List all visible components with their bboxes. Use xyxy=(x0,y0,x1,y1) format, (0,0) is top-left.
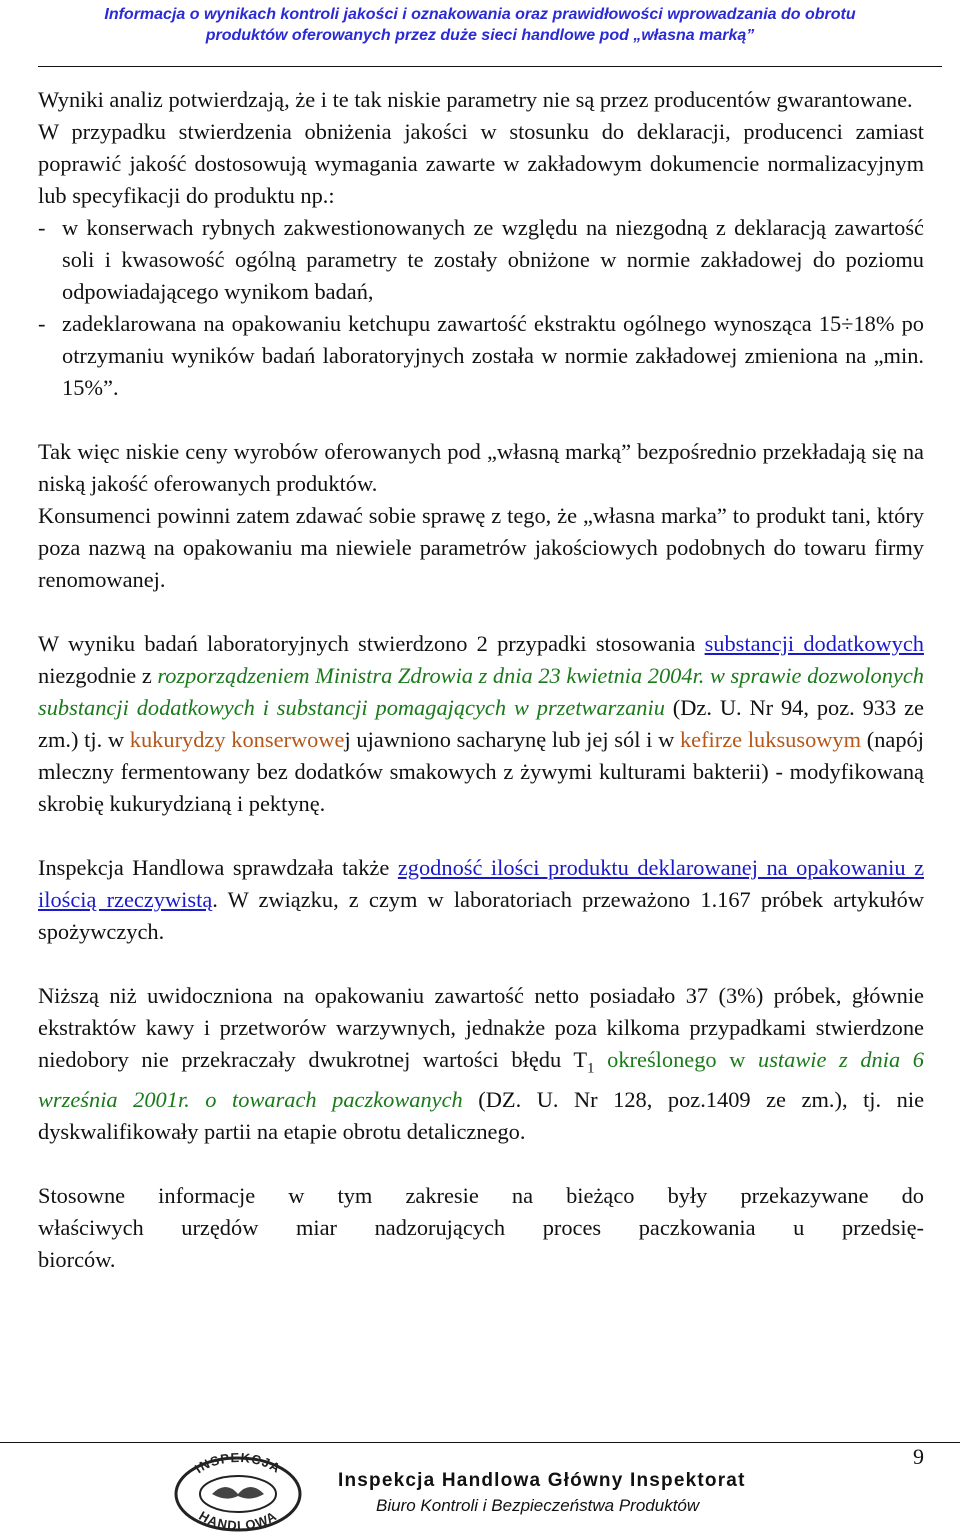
paragraph-6: Inspekcja Handlowa sprawdzała także zgodność ilości produktu deklarowanej na opakowaniu z ilością rzeczywistą. W związku, z czym w laboratoriach przeważono 1.167 próbek artykułów spożywczych. xyxy=(38,855,925,944)
header-divider xyxy=(38,66,942,67)
header-line-2: produktów oferowanych przez duże sieci handlowe pod „własna marką” xyxy=(205,27,755,44)
product-name-kukurydza: kukurydzy konserwowe xyxy=(129,727,345,752)
logo-text-top: INSPEKCJA xyxy=(191,1452,284,1477)
paragraph-7: Niższą niż uwidoczniona na opakowaniu zawartość netto posiadało 37 (3%) próbek, głównie ekstraktów kawy i przetworów warzywnych, jednakże poza kilkoma przypadkami stwierdzone niedobory nie przekraczały dwukrotnej wartości błędu $T_1$ określonego w ustawie z dnia 6 września 2001r. o towarach paczkowanych (DZ. U. Nr 128, poz.1409 ze zm.), tj. nie dyskwalifikowały partii na etapie obrotu detalicznego. xyxy=(38,983,925,1145)
footer-divider xyxy=(0,1442,960,1443)
document-body xyxy=(38,84,924,1276)
page-number: 9 xyxy=(913,1444,924,1469)
paragraph-1: Wyniki analiz potwierdzają, że i te tak niskie parametry nie są przez producentów gwarantowane. xyxy=(38,87,913,112)
link-substancje-dodatkowe[interactable]: substancji dodatkowych xyxy=(704,631,924,656)
logo-text-bottom: HANDLOWA xyxy=(196,1508,280,1532)
paragraph-4: Konsumenci powinni zatem zdawać sobie sprawę z tego, że „własna marka” to produkt tani, który poza nazwą na opakowaniu ma niewiele parametrów jakościowych podobnych do towaru firmy renomowanej. xyxy=(38,503,924,592)
list-item: - zadeklarowana na opakowaniu ketchupu zawartość ekstraktu ogólnego wynosząca 15÷18% po otrzymaniu wyników badań laboratoryjnych została w normie zakładowej zmieniona na „min. 15%”. xyxy=(38,311,924,400)
regulation-reference: rozporządzeniem Ministra Zdrowia z dnia 23 kwietnia 2004r. w sprawie dozwolonych substancji dodatkowych i substancji pomagających w przetwarzaniu xyxy=(38,663,924,720)
paragraph-5: W wyniku badań laboratoryjnych stwierdzono 2 przypadki stosowania substancji dodatkowych niezgodnie z rozporządzeniem Ministra Zdrowia z dnia 23 kwietnia 2004r. w sprawie dozwolonych substancji dodatkowych i substancji pomagających w przetwarzaniu (Dz. U. Nr 94, poz. 933 ze zm.) tj. w kukurydzy konserwowej ujawniono sacharynę lub jej sól i w kefirze luksusowym (napój mleczny fermentowany bez dodatków smakowych z żywymi kulturami bakterii) - modyfikowaną skrobię kukurydzianą i pektynę. xyxy=(38,631,924,816)
document-header xyxy=(0,4,960,46)
paragraph-2: W przypadku stwierdzenia obniżenia jakości w stosunku do deklaracji, producenci zamiast poprawić jakość dostosowują wymagania zawarte w zakładowym dokumencie normalizacyjnym lub specyfikacji do produktu np.: xyxy=(38,119,924,208)
header-line-1: Informacja o wynikach kontroli jakości i oznakowania oraz prawidłowości wprowadzania do obrotu xyxy=(104,6,856,23)
paragraph-8: Stosowne informacje w tym zakresie na bieżąco były przekazywane do właściwych urzędów miar nadzorujących proces paczkowania u przedsię- biorców. xyxy=(38,1183,924,1273)
footer-subtitle: Biuro Kontroli i Bezpieczeństwa Produktów xyxy=(376,1496,700,1515)
paragraph-3: Tak więc niskie ceny wyrobów oferowanych pod „własną marką” bezpośrednio przekładają się na niską jakość oferowanych produktów. xyxy=(38,439,924,496)
list-item-text: zadeklarowana na opakowaniu ketchupu zawartość ekstraktu ogólnego wynosząca 15÷18% po otrzymaniu wyników badań laboratoryjnych została w normie zakładowej zmieniona na „min. 15%”. xyxy=(62,311,924,400)
product-name-kefir: kefirze luksusowym xyxy=(679,727,862,752)
footer-title: Inspekcja Handlowa Główny Inspektorat xyxy=(338,1470,746,1491)
subscript-1: 1 xyxy=(587,1060,595,1077)
list-item: - w konserwach rybnych zakwestionowanych ze względu na niezgodną z deklaracją zawartość soli i kwasowość ogólną parametry te zostały obniżone w normie zakładowej do poziomu odpowiadającego wynikom badań, xyxy=(38,215,924,304)
inspekcja-handlowa-logo xyxy=(168,1452,308,1532)
list-item-text: w konserwach rybnych zakwestionowanych ze względu na niezgodną z deklaracją zawartość soli i kwasowość ogólną parametry te zostały obniżone w normie zakładowej do poziomu odpowiadającego wynikom badań, xyxy=(62,215,924,304)
link-zgodnosc-ilosci[interactable]: zgodność ilości produktu deklarowanej na opakowaniu z ilością rzeczywistą xyxy=(38,855,925,912)
act-reference: ustawie z dnia 6 września 2001r. o towarach paczkowanych xyxy=(38,1047,924,1113)
svg-text:INSPEKCJA xyxy=(192,1452,284,1476)
